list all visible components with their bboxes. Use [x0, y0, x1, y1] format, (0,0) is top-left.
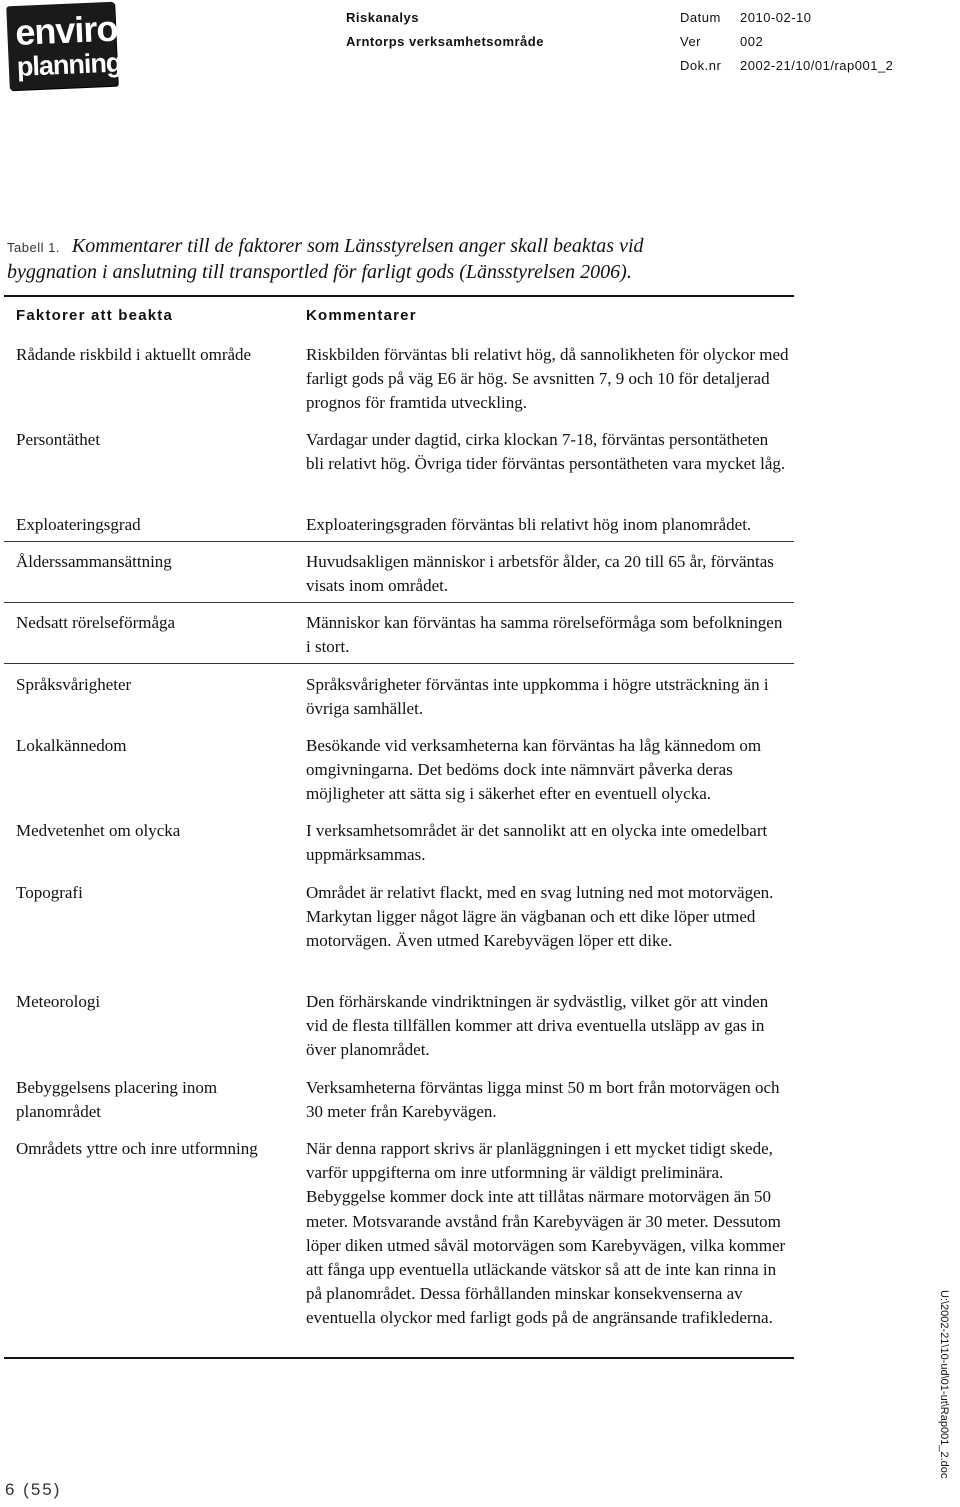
ver-value: 002: [740, 34, 764, 49]
column-header-comments: Kommentarer: [306, 307, 417, 324]
datum-value: 2010-02-10: [740, 10, 812, 25]
factor-cell: Lokalkännedom: [16, 736, 127, 755]
document-subtitle: Arntorps verksamhetsområde: [346, 34, 544, 49]
caption-tag: Tabell 1.: [7, 240, 60, 255]
dok-value: 2002-21/10/01/rap001_2: [740, 58, 894, 73]
datum-label: Datum: [680, 10, 721, 25]
page-number: 6 (55): [5, 1480, 62, 1499]
divider: [4, 602, 794, 603]
divider: [4, 663, 794, 664]
factor-cell: Ålderssammansättning: [16, 552, 172, 571]
factor-cell: Språksvårigheter: [16, 675, 132, 694]
document-title: Riskanalys: [346, 10, 419, 25]
factor-cell: Medvetenhet om olycka: [16, 821, 181, 840]
factor-cell: Nedsatt rörelseförmåga: [16, 613, 176, 632]
table-bottom-rule: [4, 1357, 794, 1359]
comment-cell: Huvudsakligen människor i arbetsför ålder, ca 20 till 65 år, förväntas visats inom området.: [306, 552, 774, 596]
caption-text: Kommentarer till de faktorer som Länsstyrelsen anger skall beaktas vid byggnation i anslutning till transportled för farligt gods (Länsstyrelsen 2006).: [7, 235, 644, 283]
divider: [4, 541, 794, 542]
table-caption: [7, 234, 707, 284]
factor-cell: Områdets yttre och inre utformning: [16, 1139, 258, 1158]
factor-cell: Topografi: [16, 883, 83, 902]
factor-cell: Persontäthet: [16, 430, 101, 449]
comment-cell: Vardagar under dagtid, cirka klockan 7-18, förväntas persontätheten bli relativt hög. Övriga tider förväntas persontätheten vara mycket låg.: [306, 430, 786, 474]
table-top-rule: [4, 295, 794, 297]
file-path: U:\2002-21\10-ud\01-ut\Rap001_2.doc: [938, 1290, 950, 1479]
enviro-planning-logo: [6, 2, 122, 91]
factor-cell: Rådande riskbild i aktuellt område: [16, 345, 252, 364]
factor-cell: Exploateringsgrad: [16, 515, 141, 534]
comment-cell: Verksamheterna förväntas ligga minst 50 m bort från motorvägen och 30 meter från Karebyvägen.: [306, 1078, 780, 1122]
comment-cell: Människor kan förväntas ha samma rörelseförmåga som befolkningen i stort.: [306, 613, 783, 657]
logo-line-2: planning: [16, 47, 122, 82]
ver-label: Ver: [680, 34, 702, 49]
comment-cell: Området är relativt flackt, med en svag lutning ned mot motorvägen. Markytan ligger något lägre än vägbanan och ett dike löper utmed motorvägen. Även utmed Karebyvägen löper ett dike.: [306, 883, 774, 951]
comment-cell: När denna rapport skrivs är planläggningen i ett mycket tidigt skede, varför uppgifterna om inre utformning är väldigt preliminära. Bebyggelse kommer dock inte att tillåtas närmare motorvägen än 50 meter. Motsvarande avstånd från Karebyvägen är 30 meter. Dessutom löper diken utmed såväl motorvägen som Karebyvägen, vilka kommer att fånga upp eventuella utläckande vätskor så att de inte kan rinna in på planområdet. Dessa förhållanden minskar konsekvenserna av eventuella olyckor med farligt gods på de angränsande trafiklederna.: [306, 1139, 786, 1328]
comment-cell: Besökande vid verksamheterna kan förväntas ha låg kännedom om omgivningarna. Det bedöms dock inte nämnvärt påverka deras möjligheter att sätta sig i säkerhet efter en eventuell olycka.: [306, 736, 762, 804]
column-header-factors: Faktorer att beakta: [16, 307, 174, 324]
comment-cell: I verksamhetsområdet är det sannolikt att en olycka inte omedelbart uppmärksammas.: [306, 821, 768, 865]
logo-line-1: enviro: [14, 7, 119, 54]
factor-cell: Meteorologi: [16, 992, 101, 1011]
comment-cell: Exploateringsgraden förväntas bli relativt hög inom planområdet.: [306, 515, 752, 534]
comment-cell: Den förhärskande vindriktningen är sydvästlig, vilket gör att vinden vid de flesta tillfällen kommer att driva eventuella utsläpp av gas in över planområdet.: [306, 992, 769, 1060]
factor-cell: Bebyggelsens placering inom planområdet: [16, 1078, 218, 1122]
dok-label: Dok.nr: [680, 58, 722, 73]
comment-cell: Språksvårigheter förväntas inte uppkomma i högre utsträckning än i övriga samhället.: [306, 675, 769, 719]
comment-cell: Riskbilden förväntas bli relativt hög, då sannolikheten för olyckor med farligt gods på väg E6 är hög. Se avsnitten 7, 9 och 10 för detaljerad prognos för framtida utveckling.: [306, 345, 789, 413]
